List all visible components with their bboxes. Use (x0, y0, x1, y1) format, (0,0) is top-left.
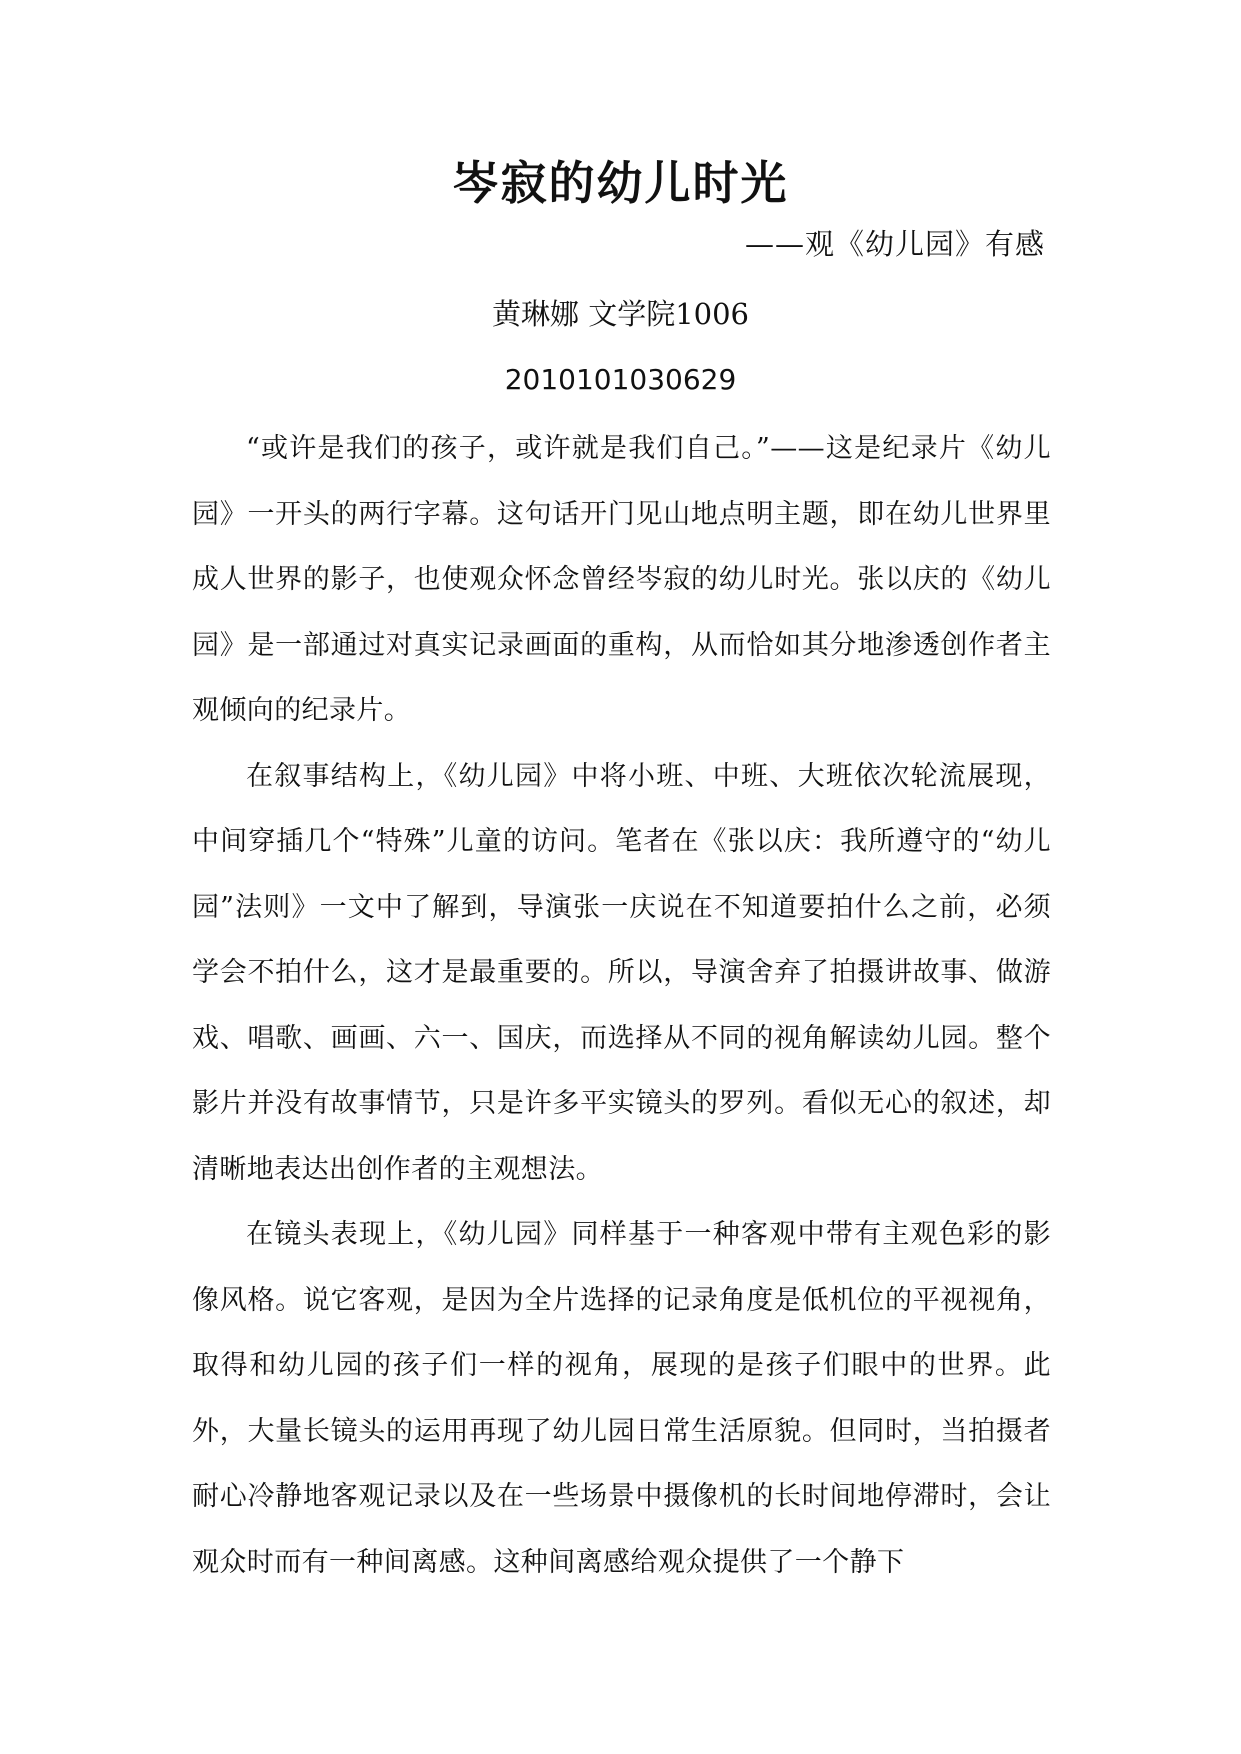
paragraph-1: “或许是我们的孩子，或许就是我们自己。”——这是纪录片《幼儿园》一开头的两行字幕。这句话开门见山地点明主题，即在幼儿世界里成人世界的影子，也使观众怀念曾经岑寂的幼儿时光。张以庆的《幼儿园》是一部通过对真实记录画面的重构，从而恰如其分地渗透创作者主观倾向的纪录片。 (192, 433, 1051, 726)
student-id: 2010101030629 (504, 363, 737, 396)
document-subtitle: ——观《幼儿园》有感 (744, 227, 1045, 261)
paragraph-3: 在镜头表现上，《幼儿园》同样基于一种客观中带有主观色彩的影像风格。说它客观，是因为全片选择的记录角度是低机位的平视视角，取得和幼儿园的孩子们一样的视角，展现的是孩子们眼中的世界。此外，大量长镜头的运用再现了幼儿园日常生活原貌。但同时，当拍摄者耐心冷静地客观记录以及在一些场景中摄像机的长时间地停滞时，会让观众时而有一种间离感。这种间离感给观众提供了一个静下 (192, 1219, 1051, 1578)
body-text (192, 416, 1051, 1595)
author-line: 黄琳娜 文学院1006 (491, 297, 750, 331)
paragraph-2: 在叙事结构上，《幼儿园》中将小班、中班、大班依次轮流展现，中间穿插几个“特殊”儿童的访问。笔者在《张以庆：我所遵守的“幼儿园”法则》一文中了解到，导演张一庆说在不知道要拍什么之前，必须学会不拍什么，这才是最重要的。所以，导演舍弃了拍摄讲故事、做游戏、唱歌、画画、六一、国庆，而选择从不同的视角解读幼儿园。整个影片并没有故事情节，只是许多平实镜头的罗列。看似无心的叙述，却清晰地表达出创作者的主观想法。 (192, 760, 1051, 1185)
document-title: 岑寂的幼儿时光 (452, 156, 789, 210)
